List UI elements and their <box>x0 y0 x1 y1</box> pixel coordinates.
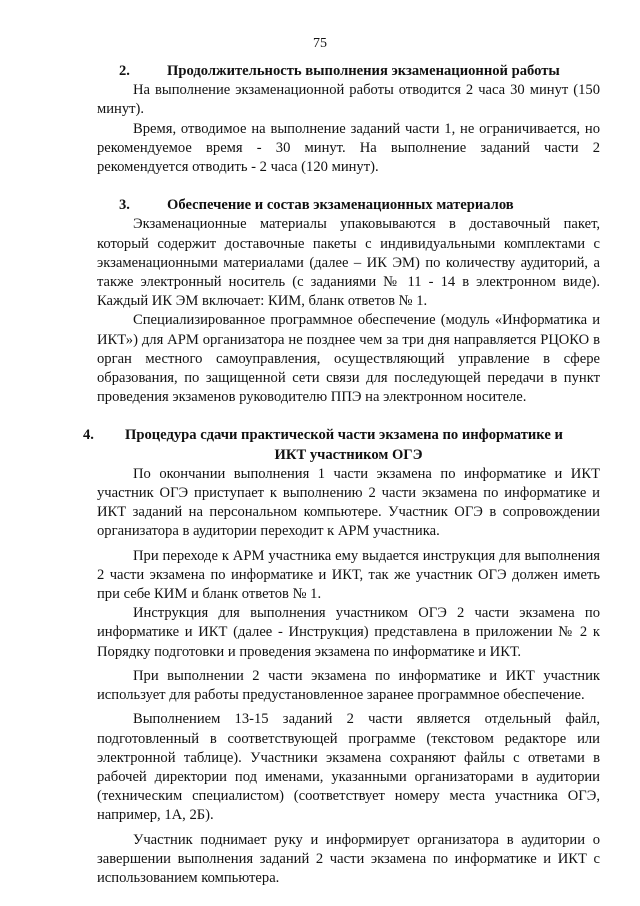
paragraph: При переходе к АРМ участника ему выдается инструкция для выполнения 2 части экзамена по информатике и ИКТ, так же участник ОГЭ должен иметь при себе КИМ и бланк ответов № 1. <box>97 547 600 603</box>
section-title: Продолжительность выполнения экзаменационной работы <box>167 63 560 79</box>
paragraph: По окончании выполнения 1 части экзамена по информатике и ИКТ участник ОГЭ приступает к выполнению 2 части экзамена по информатике и ИКТ заданий на персональном компьютере. Участник ОГЭ в сопровождении организатора в аудитории переходит к АРМ участника. <box>97 465 600 540</box>
section-2-heading <box>97 62 600 81</box>
section-number: 3. <box>119 197 130 214</box>
section-title-line-1: Процедура сдачи практической части экзамена по информатике и <box>125 427 563 444</box>
section-3-heading <box>97 196 600 215</box>
paragraph: Экзаменационные материалы упаковываются в доставочный пакет, который содержит доставочные пакеты с индивидуальными комплектами с экзаменационными материалами (далее – ИК ЭМ) по количеству аудиторий, а также электронный носитель (с заданиями № 11 - 14 в электронном виде). Каждый ИК ЭМ включает: КИМ, бланк ответов № 1. <box>97 216 600 310</box>
paragraph: На выполнение экзаменационной работы отводится 2 часа 30 минут (150 минут). <box>97 82 600 118</box>
section-4-heading <box>83 426 600 464</box>
paragraph: Специализированное программное обеспечение (модуль «Информатика и ИКТ») для АРМ организатора не позднее чем за три дня направляется РЦОКО в орган местного самоуправления, осуществляющий управление в сфере образования, по защищенной сети связи для последующей передачи в пункт проведения экзаменов руководителю ППЭ на электронном носителе. <box>97 312 600 406</box>
paragraph: Время, отводимое на выполнение заданий части 1, не ограничивается, но рекомендуемое время - 30 минут. На выполнение заданий части 2 рекомендуется отводить - 2 часа (120 минут). <box>97 120 600 176</box>
paragraph: Инструкция для выполнения участником ОГЭ 2 части экзамена по информатике и ИКТ (далее - Инструкция) представлена в приложении № 2 к Порядку подготовки и проведения экзамена по информатике и ИКТ. <box>97 605 600 660</box>
document-body <box>83 62 600 888</box>
paragraph: При выполнении 2 части экзамена по информатике и ИКТ участник использует для работы предустановленное заранее программное обеспечение. <box>97 667 600 704</box>
section-number: 4. <box>83 427 94 444</box>
page-number: 75 <box>313 36 327 51</box>
section-title-line-2: ИКТ участником ОГЭ <box>274 446 423 463</box>
paragraph: Участник поднимает руку и информирует организатора в аудитории о завершении выполнения заданий 2 части экзамена по информатике и ИКТ с использованием компьютера. <box>97 831 600 886</box>
section-number: 2. <box>119 63 130 79</box>
section-title: Обеспечение и состав экзаменационных материалов <box>167 197 514 214</box>
paragraph: Выполнением 13-15 заданий 2 части является отдельный файл, подготовленный в соответствующей программе (текстовом редакторе или электронной таблице). Участники экзамена сохраняют файлы с ответами в рабочей директории под именами, указанными организаторами в аудитории (техническим специалистом) (соответствует номеру места участника ОГЭ, например, 1А, 2Б). <box>97 711 600 824</box>
